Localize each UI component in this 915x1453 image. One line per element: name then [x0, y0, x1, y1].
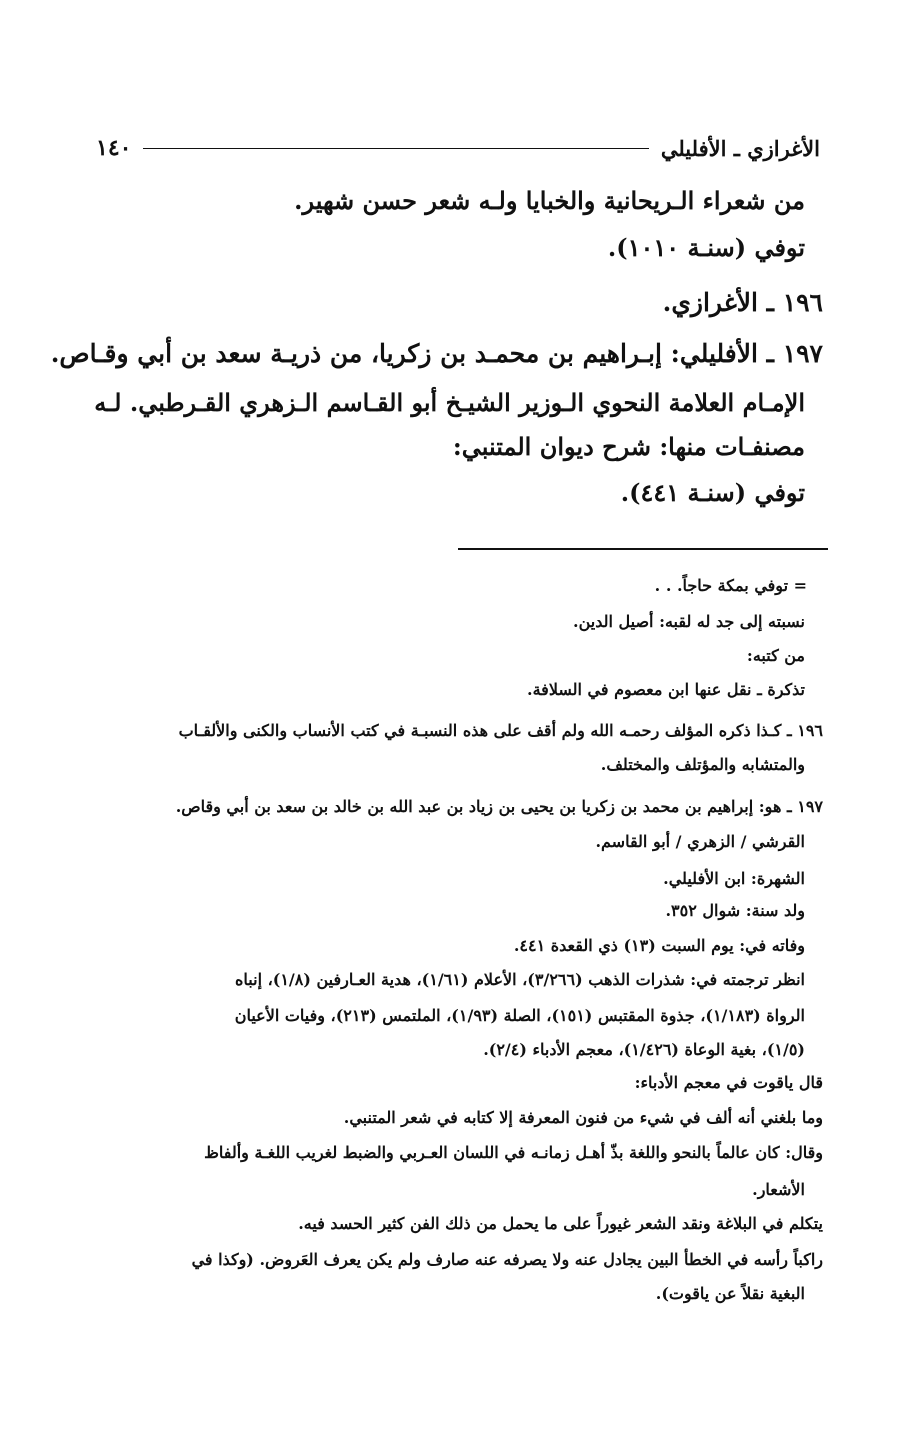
main-line-6: مصنفـات منها: شرح ديوان المتنبي:: [452, 432, 805, 461]
footnote-line-1: = توفي بمكة حاجاً. . .: [654, 576, 807, 595]
footnote-line-2: نسبته إلى جد له لقبه: أصيل الدين.: [573, 612, 805, 631]
footnote-line-13: الرواة (١/١٨٣)، جذوة المقتبس (١٥١)، الصلة (١/٩٣)، الملتمس (٢١٣)، وفيات الأعيان: [234, 1006, 805, 1025]
footnote-line-19: يتكلم في البلاغة ونقد الشعر غيوراً على ما يحمل من ذلك الفن كثير الحسد فيه.: [298, 1214, 823, 1233]
main-line-2: توفي (سنـة ١٠١٠).: [607, 233, 805, 262]
running-header: [96, 128, 820, 168]
footnote-197: ١٩٧ ـ هو: إبراهيم بن محمد بن زكريا بن يحيى بن زياد بن عبد الله بن خالد بن سعد بن أبي وقاص.: [175, 797, 823, 816]
footnote-line-9: الشهرة: ابن الأفليلي.: [663, 869, 805, 888]
main-line-1: من شعراء الـريحانية والخبايا ولـه شعر حسن شهير.: [294, 186, 805, 215]
footnote-line-14: (١/٥)، بغية الوعاة (١/٤٢٦)، معجم الأدباء (٢/٤).: [483, 1040, 805, 1059]
main-line-7: توفي (سنـة ٤٤١).: [620, 478, 805, 507]
footnote-line-10: ولد سنة: شوال ٣٥٢.: [665, 901, 805, 920]
main-line-5: الإمـام العلامة النحوي الـوزير الشيـخ أبو القـاسم الـزهري القـرطبي. لـه: [94, 388, 805, 417]
footnote-line-15: قال ياقوت في معجم الأدباء:: [634, 1073, 823, 1092]
page-number: ١٤٠: [96, 135, 132, 161]
footnote-line-17: وقال: كان عالماً بالنحو واللغة بذّ أهـل زمانـه في اللسان العـربي والضبط لغريب اللغـة وألفاظ: [204, 1143, 823, 1162]
footnote-line-20: راكباً رأسه في الخطأ البين يجادل عنه ولا يصرفه عنه صارف ولم يكن يعرف العَروض. (وكذا في: [191, 1250, 823, 1269]
footnote-line-8: القرشي / الزهري / أبو القاسم.: [595, 832, 805, 851]
footnote-line-12: انظر ترجمته في: شذرات الذهب (٣/٢٦٦)، الأعلام (١/٦١)، هدية العـارفين (١/٨)، إنباه: [235, 970, 805, 989]
footnote-196: ١٩٦ ـ كـذا ذكره المؤلف رحمـه الله ولم أقف على هذه النسبـة في كتب الأنساب والكنى والألقـاب: [178, 721, 823, 740]
footnote-line-21: البغية نقلاً عن ياقوت).: [655, 1284, 805, 1303]
footnote-line-4: تذكرة ـ نقل عنها ابن معصوم في السلافة.: [527, 680, 805, 699]
entry-196-heading: ١٩٦ ـ الأغرازي.: [662, 288, 823, 317]
entry-197-heading: ١٩٧ ـ الأفليلي: إبـراهيم بن محمـد بن زكريا، من ذريـة سعد بن أبي وقـاص.: [50, 339, 823, 368]
footnote-separator: [458, 548, 828, 550]
footnote-line-16: وما بلغني أنه ألف في شيء من فنون المعرفة إلا كتابه في شعر المتنبي.: [343, 1108, 823, 1127]
running-header-title: الأغرازي ـ الأفليلي: [660, 135, 820, 161]
footnote-line-18: الأشعار.: [752, 1180, 805, 1199]
footnote-line-3: من كتبه:: [746, 646, 805, 665]
footnote-line-11: وفاته في: يوم السبت (١٣) ذي القعدة ٤٤١.: [513, 936, 805, 955]
footnote-line-6: والمتشابه والمؤتلف والمختلف.: [600, 755, 805, 774]
header-rule: [143, 148, 648, 149]
